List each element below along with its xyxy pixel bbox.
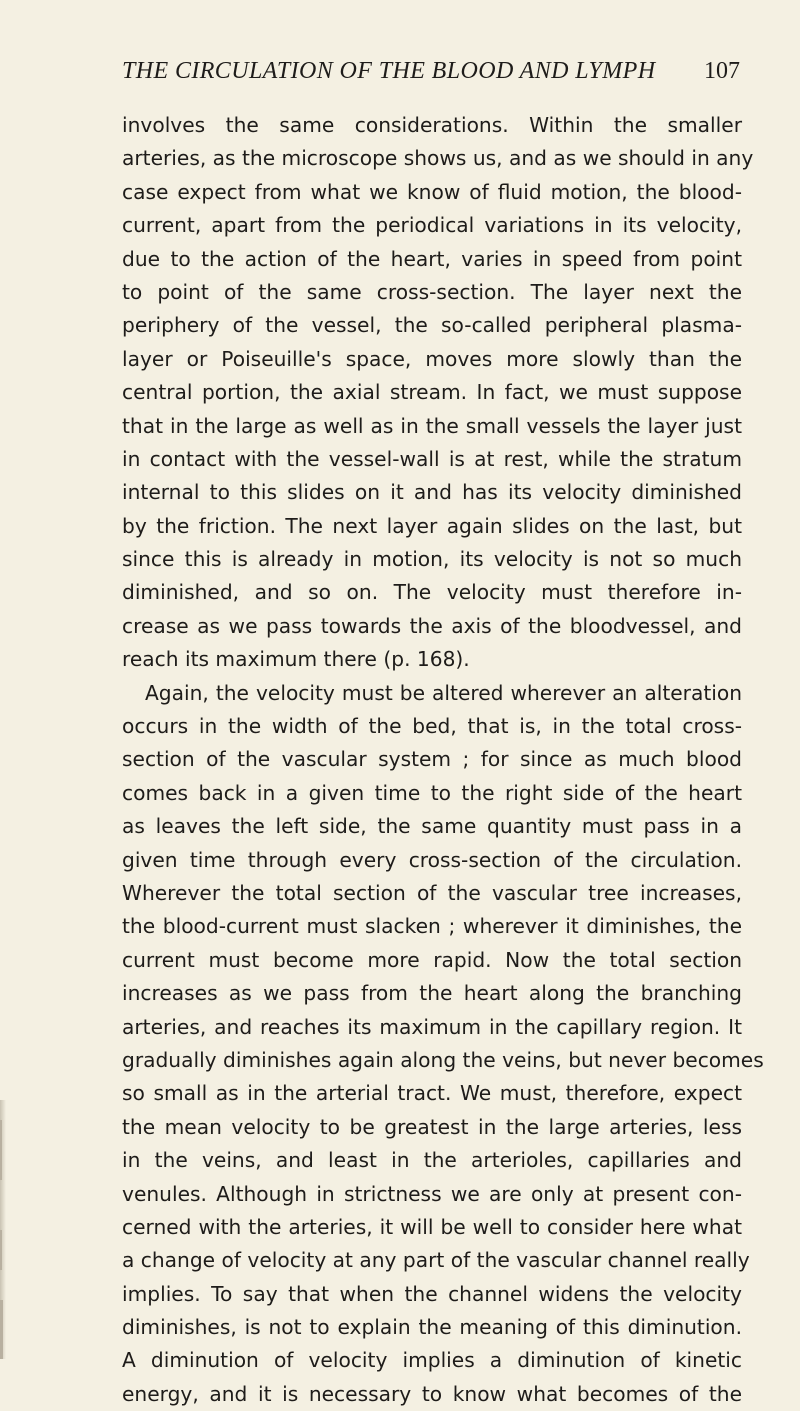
text-line: due to the action of the heart, varies in speed from point (122, 246, 742, 271)
running-head (122, 58, 740, 94)
page-edge-mark (0, 1120, 2, 1180)
text-line: involves the same considerations. Within the smaller (122, 113, 742, 137)
text-line: Wherever the total section of the vascular tree increases, (122, 880, 742, 905)
text-line: arteries, and reaches its maximum in the capillary region. It (122, 1014, 742, 1039)
text-line: current, apart from the periodical variations in its velocity, (122, 213, 742, 238)
text-line: cerned with the arteries, it will be well to consider here what (122, 1214, 742, 1239)
text-line: since this is already in motion, its velocity is not so much (122, 547, 742, 572)
page-edge-mark (0, 1230, 2, 1270)
text-line: section of the vascular system ; for since as much blood (122, 747, 742, 772)
text-line: Again, the velocity must be altered wherever an alteration (145, 680, 742, 705)
text-line: to point of the same cross-section. The layer next the (122, 279, 742, 304)
text-line: arteries, as the microscope shows us, and as we should in any (122, 146, 754, 171)
text-line: that in the large as well as in the small vessels the layer just (122, 413, 742, 438)
text-line: implies. To say that when the channel widens the velocity (122, 1281, 742, 1306)
text-line: diminished, and so on. The velocity must therefore in- (122, 580, 742, 605)
text-line: periphery of the vessel, the so-called peripheral plasma- (122, 313, 742, 338)
text-line: gradually diminishes again along the veins, but never becomes (122, 1047, 764, 1072)
text-line: diminishes, is not to explain the meaning of this diminution. (122, 1315, 742, 1340)
text-line: layer or Poiseuille's space, moves more slowly than the (122, 346, 742, 371)
text-line: comes back in a given time to the right side of the heart (122, 780, 742, 805)
text-line: in the veins, and least in the arterioles, capillaries and (122, 1148, 742, 1173)
text-line: current must become more rapid. Now the total section (122, 947, 742, 972)
text-line: occurs in the width of the bed, that is, in the total cross- (122, 714, 742, 739)
text-line: energy, and it is necessary to know what becomes of the (122, 1381, 742, 1406)
text-line: by the friction. The next layer again slides on the last, but (122, 513, 742, 538)
text-line: as leaves the left side, the same quantity must pass in a (122, 814, 742, 839)
text-line: in contact with the vessel-wall is at rest, while the stratum (122, 446, 742, 471)
page-number: 107 (704, 58, 740, 84)
text-line: the blood-current must slacken ; wherever it diminishes, the (122, 914, 742, 939)
text-line: A diminution of velocity implies a diminution of kinetic (122, 1348, 742, 1373)
body-text (122, 109, 764, 1411)
text-line: a change of velocity at any part of the vascular channel really (122, 1248, 750, 1273)
text-line: case expect from what we know of fluid motion, the blood- (122, 179, 742, 204)
text-line: increases as we pass from the heart along the branching (122, 981, 742, 1006)
text-line: so small as in the arterial tract. We must, therefore, expect (122, 1081, 742, 1106)
text-line: internal to this slides on it and has its velocity diminished (122, 480, 742, 505)
text-line: given time through every cross-section of the circulation. (122, 847, 742, 872)
running-title: THE CIRCULATION OF THE BLOOD AND LYMPH (122, 58, 656, 84)
text-line: venules. Although in strictness we are only at present con- (122, 1181, 742, 1206)
text-line: crease as we pass towards the axis of the bloodvessel, and (122, 613, 742, 638)
page-edge-mark (0, 1300, 3, 1359)
text-line: reach its maximum there (p. 168). (122, 647, 470, 672)
text-line: central portion, the axial stream. In fact, we must suppose (122, 380, 742, 405)
text-line: the mean velocity to be greatest in the large arteries, less (122, 1114, 742, 1139)
